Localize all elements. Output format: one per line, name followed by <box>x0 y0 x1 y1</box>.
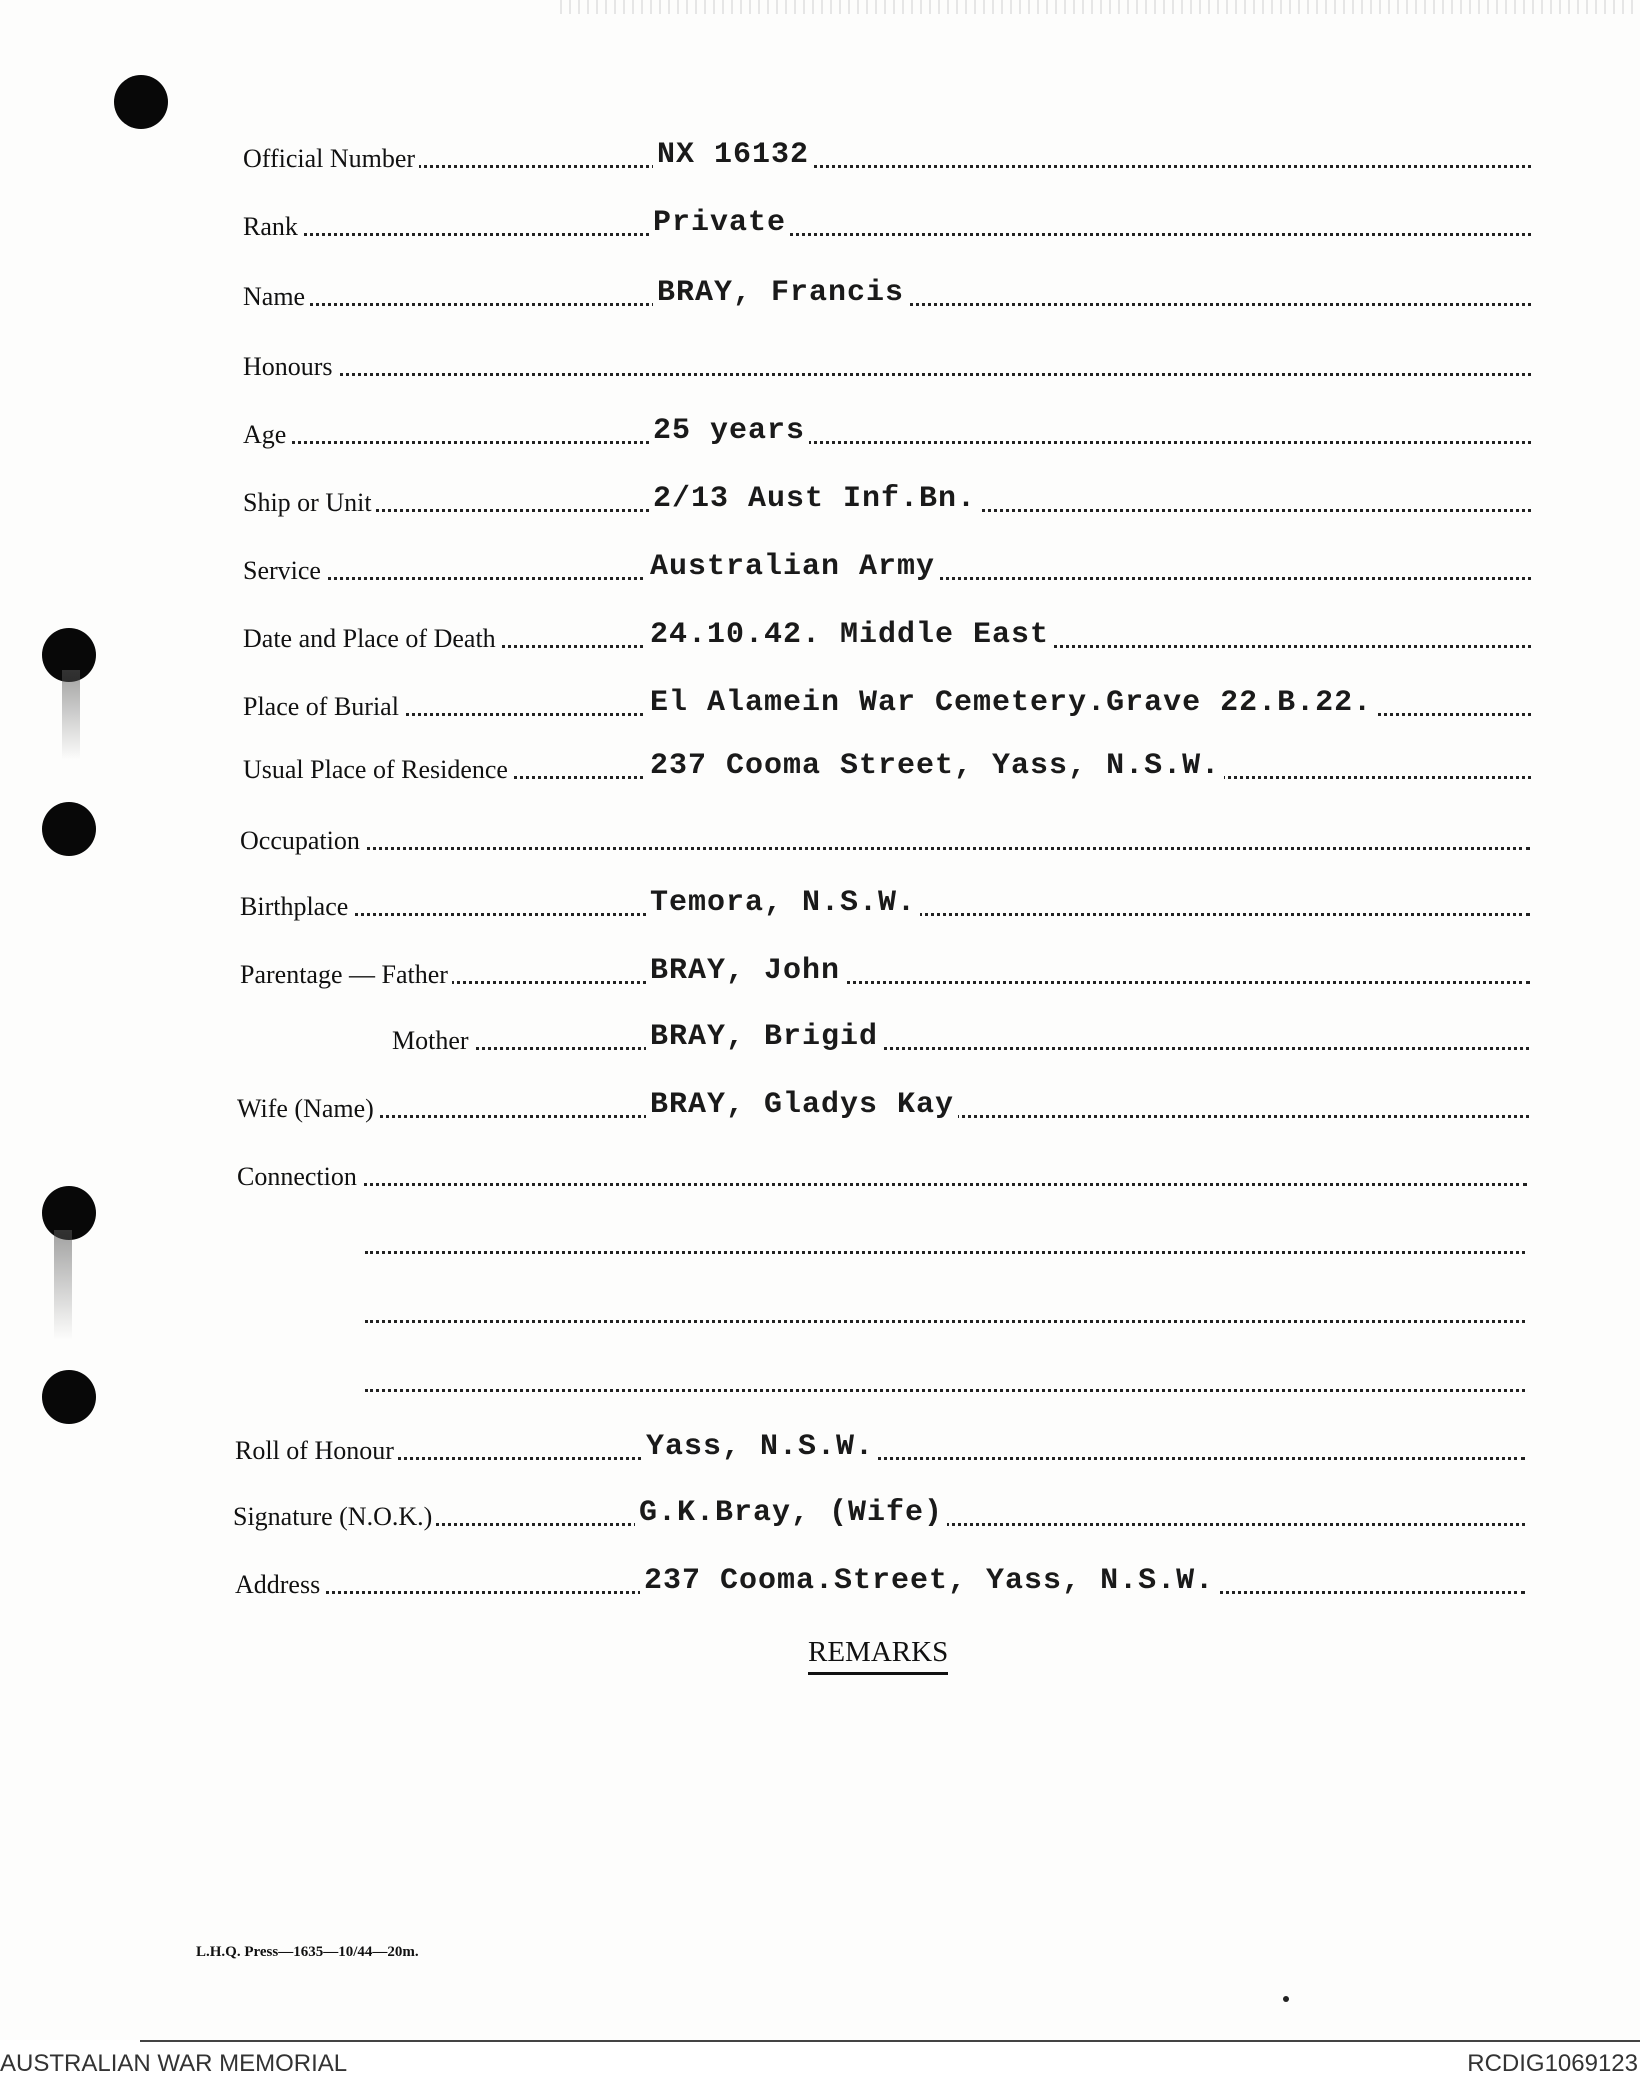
field-rank <box>243 200 1531 246</box>
dotted-line <box>243 441 1531 444</box>
field-value: G.K.Bray, (Wife) <box>635 1496 947 1530</box>
field-address <box>235 1558 1525 1604</box>
field-value: 2/13 Aust Inf.Bn. <box>649 482 980 516</box>
ink-smear <box>62 670 80 760</box>
field-value: BRAY, Brigid <box>646 1020 882 1054</box>
field-birthplace <box>240 880 1530 926</box>
field-value: 24.10.42. Middle East <box>646 618 1053 652</box>
field-label: Honours <box>243 352 337 382</box>
punch-hole <box>42 1370 96 1424</box>
field-wife-name <box>237 1082 1529 1128</box>
scan-noise <box>560 0 1640 14</box>
field-label: Connection <box>237 1162 361 1192</box>
dotted-line <box>365 1389 1525 1392</box>
field-official-number <box>243 132 1531 178</box>
field-label: Date and Place of Death <box>243 624 500 654</box>
punch-hole <box>114 75 168 129</box>
field-mother <box>392 1014 1529 1060</box>
field-value: NX 16132 <box>653 138 813 172</box>
field-label: Ship or Unit <box>243 488 376 518</box>
field-value: Private <box>649 206 790 240</box>
dotted-line <box>240 847 1530 850</box>
field-place-of-burial <box>243 680 1531 726</box>
remarks-heading: REMARKS <box>808 1636 948 1675</box>
field-occupation <box>240 814 1530 860</box>
field-value: BRAY, Francis <box>653 276 908 310</box>
ink-smear <box>54 1230 72 1340</box>
field-value: 237 Cooma.Street, Yass, N.S.W. <box>640 1564 1218 1598</box>
field-name <box>243 270 1531 316</box>
field-label: Occupation <box>240 826 364 856</box>
field-label: Address <box>235 1570 324 1600</box>
field-label: Official Number <box>243 144 419 174</box>
field-label: Age <box>243 420 290 450</box>
field-value: El Alamein War Cemetery.Grave 22.B.22. <box>646 686 1376 720</box>
field-label: Place of Burial <box>243 692 403 722</box>
connection-continuation-line <box>365 1356 1525 1402</box>
dotted-line <box>243 373 1531 376</box>
printer-imprint: L.H.Q. Press—1635—10/44—20m. <box>196 1944 419 1960</box>
dotted-line <box>365 1251 1525 1254</box>
field-value: 25 years <box>649 414 809 448</box>
connection-continuation-line <box>365 1218 1525 1264</box>
field-label: Parentage — Father <box>240 960 452 990</box>
field-signature-nok <box>233 1490 1525 1536</box>
field-label: Service <box>243 556 325 586</box>
field-age <box>243 408 1531 454</box>
field-value: 237 Cooma Street, Yass, N.S.W. <box>646 749 1224 783</box>
ink-speck <box>1283 1996 1289 2002</box>
field-label: Mother <box>392 1026 473 1056</box>
field-value: BRAY, John <box>646 954 844 988</box>
field-label: Wife (Name) <box>237 1094 378 1124</box>
dotted-line <box>237 1183 1527 1186</box>
field-value: Yass, N.S.W. <box>642 1430 878 1464</box>
field-label: Name <box>243 282 309 312</box>
field-label: Rank <box>243 212 302 242</box>
field-value: BRAY, Gladys Kay <box>646 1088 958 1122</box>
field-connection <box>237 1150 1527 1196</box>
field-service <box>243 544 1531 590</box>
field-value: Australian Army <box>646 550 939 584</box>
dotted-line <box>365 1320 1525 1323</box>
field-label: Roll of Honour <box>235 1436 398 1466</box>
field-label: Birthplace <box>240 892 352 922</box>
dotted-line <box>243 233 1531 236</box>
page-edge-line <box>140 2040 1640 2042</box>
field-value: Temora, N.S.W. <box>646 886 920 920</box>
field-label: Signature (N.O.K.) <box>233 1502 436 1532</box>
field-date-place-of-death <box>243 612 1531 658</box>
field-ship-or-unit <box>243 476 1531 522</box>
dotted-line <box>243 165 1531 168</box>
field-usual-place-of-residence <box>243 743 1531 789</box>
field-roll-of-honour <box>235 1424 1525 1470</box>
dotted-line <box>392 1047 1529 1050</box>
dotted-line <box>235 1457 1525 1460</box>
footer-record-id: RCDIG1069123 <box>1467 2050 1638 2077</box>
footer-source: AUSTRALIAN WAR MEMORIAL <box>0 2050 348 2077</box>
field-honours <box>243 340 1531 386</box>
field-label: Usual Place of Residence <box>243 755 512 785</box>
punch-hole <box>42 802 96 856</box>
connection-continuation-line <box>365 1287 1525 1333</box>
field-parentage-father <box>240 948 1530 994</box>
